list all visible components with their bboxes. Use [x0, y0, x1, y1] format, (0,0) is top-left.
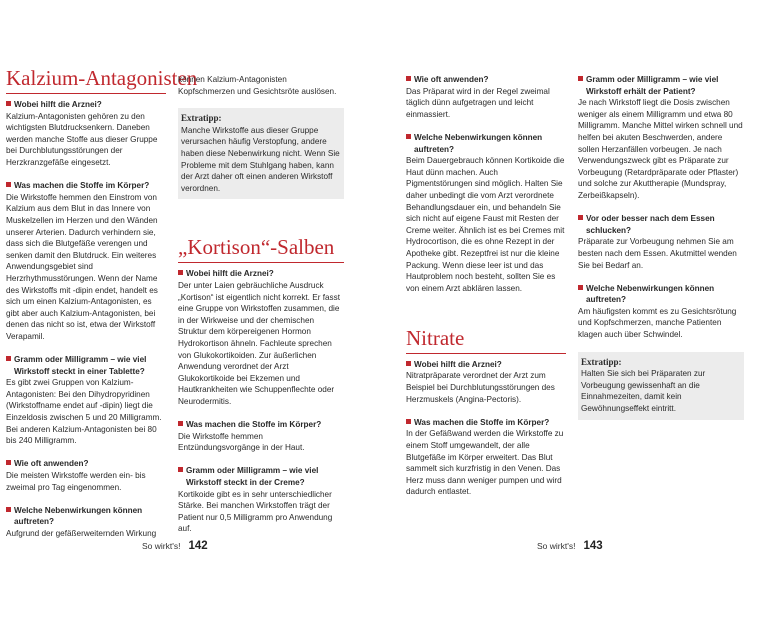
- bullet-square-icon: [406, 419, 411, 424]
- answer: Nitratpräparate verordnet der Arzt zum Beispiel bei Durchblutungsstörungen des Herzmuskels (Angina-Pectoris).: [406, 371, 555, 404]
- page-footer-right: [537, 540, 603, 552]
- bullet-square-icon: [6, 507, 11, 512]
- answer: Das Präparat wird in der Regel zweimal täglich dünn aufgetragen und leicht einmassiert.: [406, 86, 550, 119]
- extratipp-box: [178, 108, 344, 199]
- question: Gramm oder Milligramm – wie viel Wirkstoff erhält der Patient?: [578, 74, 744, 97]
- bullet-square-icon: [178, 270, 183, 275]
- question: Wie oft anwenden?: [406, 74, 566, 86]
- question: Gramm oder Milligramm – wie viel Wirkstoff steckt in einer Tablette?: [6, 354, 166, 377]
- column-3: [406, 74, 566, 498]
- question: Wie oft anwenden?: [6, 458, 166, 470]
- extratipp-text: Halten Sie sich bei Präparaten zur Vorbeugung gewissenhaft an die Einnahmezeiten, damit kein Gewöhnungseffekt eintritt.: [581, 369, 706, 414]
- answer: Beim Dauergebrauch können Kortikoide die Haut dünn machen. Auch Pigmentstörungen sind möglich. Halten Sie daher unbedingt die vom Arzt verordnete Behandlungsdauer ein, und behandeln Sie sich nicht auf eigene Faust mit Resten der Creme weiter. Ähnlich ist es bei Cremes mit Hydrocortison, die es ohne Rezept in der Apotheke gibt. Rezeptfrei ist nur die kleine Packung. Wenn diese leer ist und das Hautproblem noch besteht, sollten Sie es von einem Arzt abklären lassen.: [406, 156, 565, 293]
- page-number: 143: [583, 540, 603, 552]
- bullet-square-icon: [578, 285, 583, 290]
- section-heading-nitrate: Nitrate: [406, 326, 566, 354]
- answer: Präparate zur Vorbeugung nehmen Sie am besten nach dem Essen. Akutmittel wenden Sie bei Bedarf an.: [578, 237, 737, 270]
- section-heading-kalzium: Kalzium-Antagonisten: [6, 66, 166, 94]
- answer: Die Wirkstoffe hemmen Entzündungsvorgänge in der Haut.: [178, 431, 305, 453]
- answer: Es gibt zwei Gruppen von Kalzium-Antagonisten: Bei den Dihydropyridinen (Wirkstoffname endet auf -dipin) liegt die Einzeldosis zwischen 5 und 20 Milligramm. Bei anderen Kalzium-Antagonisten bei 80 bis 240 Milligramm.: [6, 378, 162, 446]
- bullet-square-icon: [178, 467, 183, 472]
- page-footer-left: [142, 540, 208, 552]
- column-4: [578, 74, 744, 434]
- bullet-square-icon: [406, 361, 411, 366]
- bullet-square-icon: [6, 356, 11, 361]
- answer: Die meisten Wirkstoffe werden ein- bis zweimal pro Tag eingenommen.: [6, 471, 146, 492]
- extratipp-text: Manche Wirkstoffe aus dieser Gruppe verursachen häufig Verstopfung, andere haben diese Nebenwirkung nicht. Wenn Sie Probleme mit dem Stuhlgang haben, kann der Arzt daher oft einen anderen Wirkstoff verordnen.: [181, 125, 340, 193]
- extratipp-title: Extratipp:: [581, 356, 622, 367]
- question: Welche Nebenwirkungen können auftreten?: [6, 505, 166, 528]
- answer: Kalzium-Antagonisten gehören zu den wichtigsten Blutdrucksenkern. Daneben werden manche Stoffe aus dieser Gruppe bei Durchblutungsstörungen der Herzkranzgefäße eingesetzt.: [6, 111, 158, 167]
- section-heading-kortison: „Kortison“-Salben: [178, 235, 344, 263]
- extratipp-box: [578, 352, 744, 420]
- question: Gramm oder Milligramm – wie viel Wirkstoff steckt in der Creme?: [178, 465, 344, 488]
- question: Welche Nebenwirkungen können auftreten?: [578, 283, 744, 306]
- bullet-square-icon: [406, 76, 411, 81]
- bullet-square-icon: [578, 215, 583, 220]
- column-1: [6, 66, 198, 540]
- footer-label: So wirkt's!: [537, 541, 576, 551]
- extratipp-title: Extratipp:: [181, 113, 222, 124]
- question: Was machen die Stoffe im Körper?: [406, 417, 566, 429]
- answer: Je nach Wirkstoff liegt die Dosis zwischen weniger als einem Milligramm und etwa 80 Milligramm. Manche Mittel wirken schnell und helfen bei akuten Beschwerden, andere sollen Herzanfällen vorbeugen. Je nach Verwendungszweck gibt es Präparate zur Vorbeugung (Retardpräparate oder Pflaster) und solche zur Akuttherapie (Mundspray, Zerbeißkapseln).: [578, 98, 743, 200]
- bullet-square-icon: [6, 182, 11, 187]
- question: Wobei hilft die Arznei?: [178, 268, 344, 280]
- question: Was machen die Stoffe im Körper?: [178, 419, 344, 431]
- question: Wobei hilft die Arznei?: [406, 359, 566, 371]
- question: Wobei hilft die Arznei?: [6, 99, 166, 111]
- question: Welche Nebenwirkungen können auftreten?: [406, 132, 566, 155]
- answer: Kortikoide gibt es in sehr unterschiedlicher Stärke. Bei manchen Wirkstoffen trägt der Patient nur 0,5 Milligramm pro Anwendung auf.: [178, 489, 333, 534]
- question: Vor oder besser nach dem Essen schlucken?: [578, 213, 744, 236]
- bullet-square-icon: [178, 421, 183, 426]
- bullet-square-icon: [406, 134, 411, 139]
- footer-label: So wirkt's!: [142, 541, 181, 551]
- answer: Die Wirkstoffe hemmen den Einstrom von Kalzium aus dem Blut in das Innere von Muskelzellen im Herzen und den Wänden unserer Arterien. Dadurch verhindern sie, dass sich die Blutgefäße verengen und senken damit den Blutdruck. Ein weiteres Anwendungsgebiet sind Herzrhythmusstörungen. Wenn der Name des Wirkstoffs mit -dipin endet, handelt es sich um einen Kalzium-Antagonisten, es gibt aber auch Kalzium-Antagonisten, bei denen das nicht so ist, etwa der Wirkstoff Verapamil.: [6, 192, 158, 341]
- answer: Der unter Laien gebräuchliche Ausdruck „Kortison“ ist eigentlich nicht korrekt. Er fasst eine Gruppe von Wirkstoffen zusammen, die in der Wirkweise und der chemischen Struktur dem körpereigenen Hormon Hydrokortison ähneln. Fachleute sprechen von Glukokortikoiden. Zur äußerlichen Anwendung verordnet der Arzt Glukokortikoide bei Ekzemen und Hautkrankheiten wie Schuppenflechte oder Neurodermitis.: [178, 280, 340, 406]
- bullet-square-icon: [6, 101, 11, 106]
- answer: Am häufigsten kommt es zu Gesichtsrötung und Kopfschmerzen, manche Patienten klagen auch über Schwindel.: [578, 306, 737, 340]
- answer: In der Gefäßwand werden die Wirkstoffe zu einem Stoff umgewandelt, der alle Blutgefäße im Körper erweitert. Das Blut sammelt sich kurzfristig in den Venen. Das Herz muss dann weniger pumpen und wird dadurch entlastet.: [406, 429, 564, 497]
- column-2: [178, 74, 344, 535]
- question: Was machen die Stoffe im Körper?: [6, 180, 166, 192]
- bullet-square-icon: [578, 76, 583, 81]
- page-number: 142: [188, 540, 208, 552]
- bullet-square-icon: [6, 460, 11, 465]
- answer: Aufgrund der gefäßerweiternden Wirkung: [6, 528, 157, 538]
- answer-continued: können Kalzium-Antagonisten Kopfschmerzen und Gesichtsröte auslösen.: [178, 75, 337, 96]
